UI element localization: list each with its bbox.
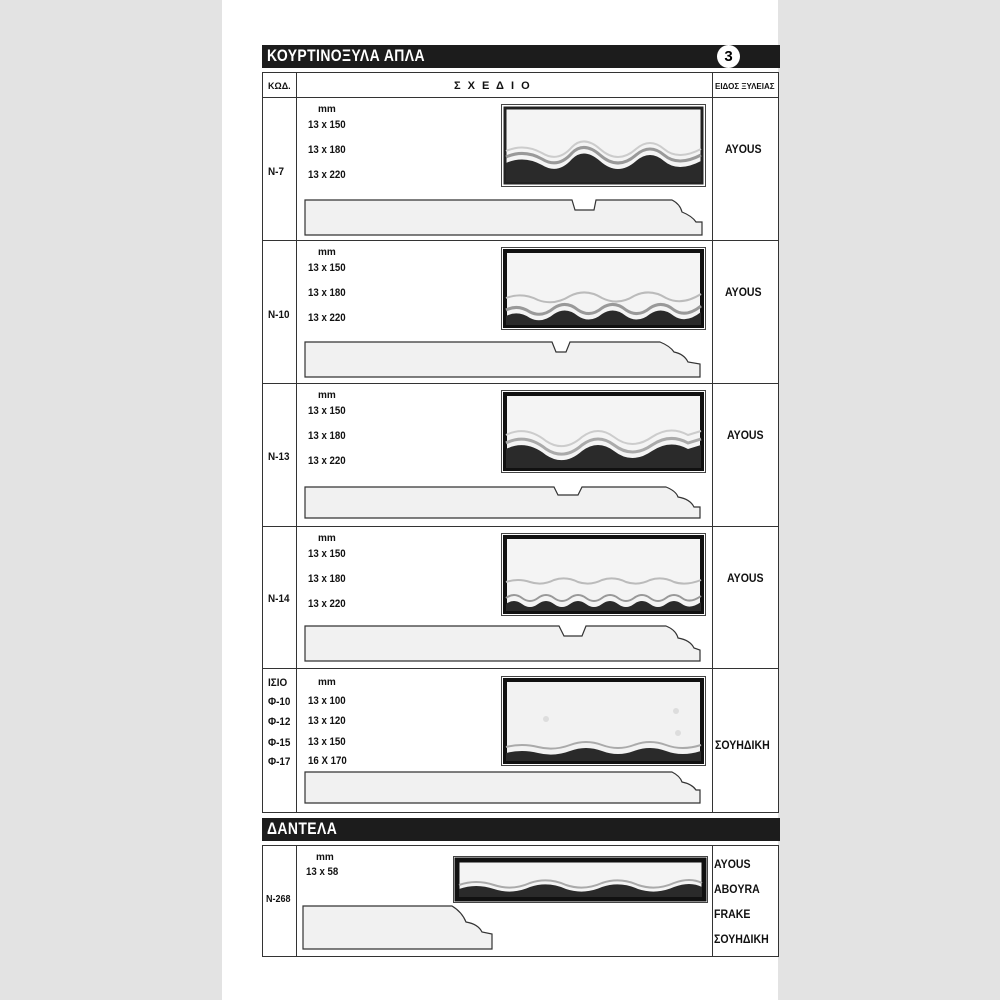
product-code: Ν-14 — [268, 593, 290, 605]
wood-type: ABOYRA — [714, 882, 760, 896]
section-title-bar — [262, 818, 780, 841]
column-divider — [296, 72, 297, 813]
product-photo — [501, 390, 706, 473]
product-code: Ν-10 — [268, 309, 290, 321]
product-code: Φ-12 — [268, 716, 291, 728]
header-wood-type: ΕΙΔΟΣ ΞΥΛΕΙΑΣ — [715, 82, 775, 91]
size-value: 13 x 100 — [308, 695, 346, 707]
wood-type: ΣΟΥΗΔΙΚΗ — [715, 738, 770, 752]
wood-type: AYOUS — [727, 428, 764, 442]
size-value: 13 x 180 — [308, 573, 346, 585]
wood-type: AYOUS — [727, 571, 764, 585]
size-value: 13 x 58 — [306, 866, 339, 878]
wood-type: ΣΟΥΗΔΙΚΗ — [714, 932, 769, 946]
column-divider — [712, 72, 713, 813]
product-profile — [304, 485, 704, 521]
size-value: 13 x 180 — [308, 430, 346, 442]
product-profile — [302, 904, 504, 952]
product-photo — [453, 856, 708, 903]
product-photo — [501, 104, 706, 187]
wood-type: FRAKE — [714, 907, 751, 921]
catalog-page — [222, 0, 778, 1000]
column-divider — [296, 845, 297, 957]
product-code: Ν-13 — [268, 451, 290, 463]
product-profile — [304, 198, 704, 238]
product-code: Ν-7 — [268, 166, 284, 178]
product-photo — [501, 533, 706, 616]
product-profile — [304, 624, 704, 664]
size-value: 13 x 150 — [308, 736, 346, 748]
column-divider — [712, 845, 713, 957]
size-value: 13 x 220 — [308, 598, 346, 610]
size-value: 13 x 220 — [308, 312, 346, 324]
product-photo — [501, 676, 706, 766]
row-divider — [262, 668, 779, 669]
size-value: 13 x 150 — [308, 119, 346, 131]
size-value: 13 x 120 — [308, 715, 346, 727]
size-value: 13 x 180 — [308, 287, 346, 299]
section-title: ΚΟΥΡΤΙΝΟΞΥΛΑ ΑΠΛΑ — [267, 46, 425, 65]
size-value: 13 x 220 — [308, 455, 346, 467]
header-divider — [262, 97, 779, 98]
row-divider — [262, 526, 779, 527]
product-profile — [304, 340, 704, 380]
wood-type: AYOUS — [714, 857, 751, 871]
section-title-bar — [262, 45, 780, 68]
unit-label: mm — [318, 390, 336, 401]
unit-label: mm — [318, 247, 336, 258]
product-code: Φ-10 — [268, 696, 291, 708]
size-value: 13 x 150 — [308, 405, 346, 417]
size-value: 13 x 150 — [308, 262, 346, 274]
wood-type: AYOUS — [725, 142, 762, 156]
product-code: Φ-17 — [268, 756, 291, 768]
header-code: ΚΩΔ. — [268, 81, 291, 91]
product-code: ΙΣΙΟ — [268, 677, 288, 689]
size-value: 13 x 220 — [308, 169, 346, 181]
section-title: ΔΑΝΤΕΛΑ — [267, 819, 338, 838]
unit-label: mm — [318, 677, 336, 688]
header-design: Σ Χ Ε Δ Ι Ο — [454, 80, 532, 92]
unit-label: mm — [318, 104, 336, 115]
size-value: 13 x 180 — [308, 144, 346, 156]
product-code: Ν-268 — [266, 894, 291, 905]
size-value: 13 x 150 — [308, 548, 346, 560]
unit-label: mm — [316, 852, 334, 863]
product-photo — [501, 247, 706, 330]
row-divider — [262, 240, 779, 241]
product-code: Φ-15 — [268, 737, 291, 749]
unit-label: mm — [318, 533, 336, 544]
page-number-badge: 3 — [717, 45, 740, 68]
product-profile — [304, 770, 704, 806]
size-value: 16 X 170 — [308, 755, 347, 767]
wood-type: AYOUS — [725, 285, 762, 299]
row-divider — [262, 383, 779, 384]
